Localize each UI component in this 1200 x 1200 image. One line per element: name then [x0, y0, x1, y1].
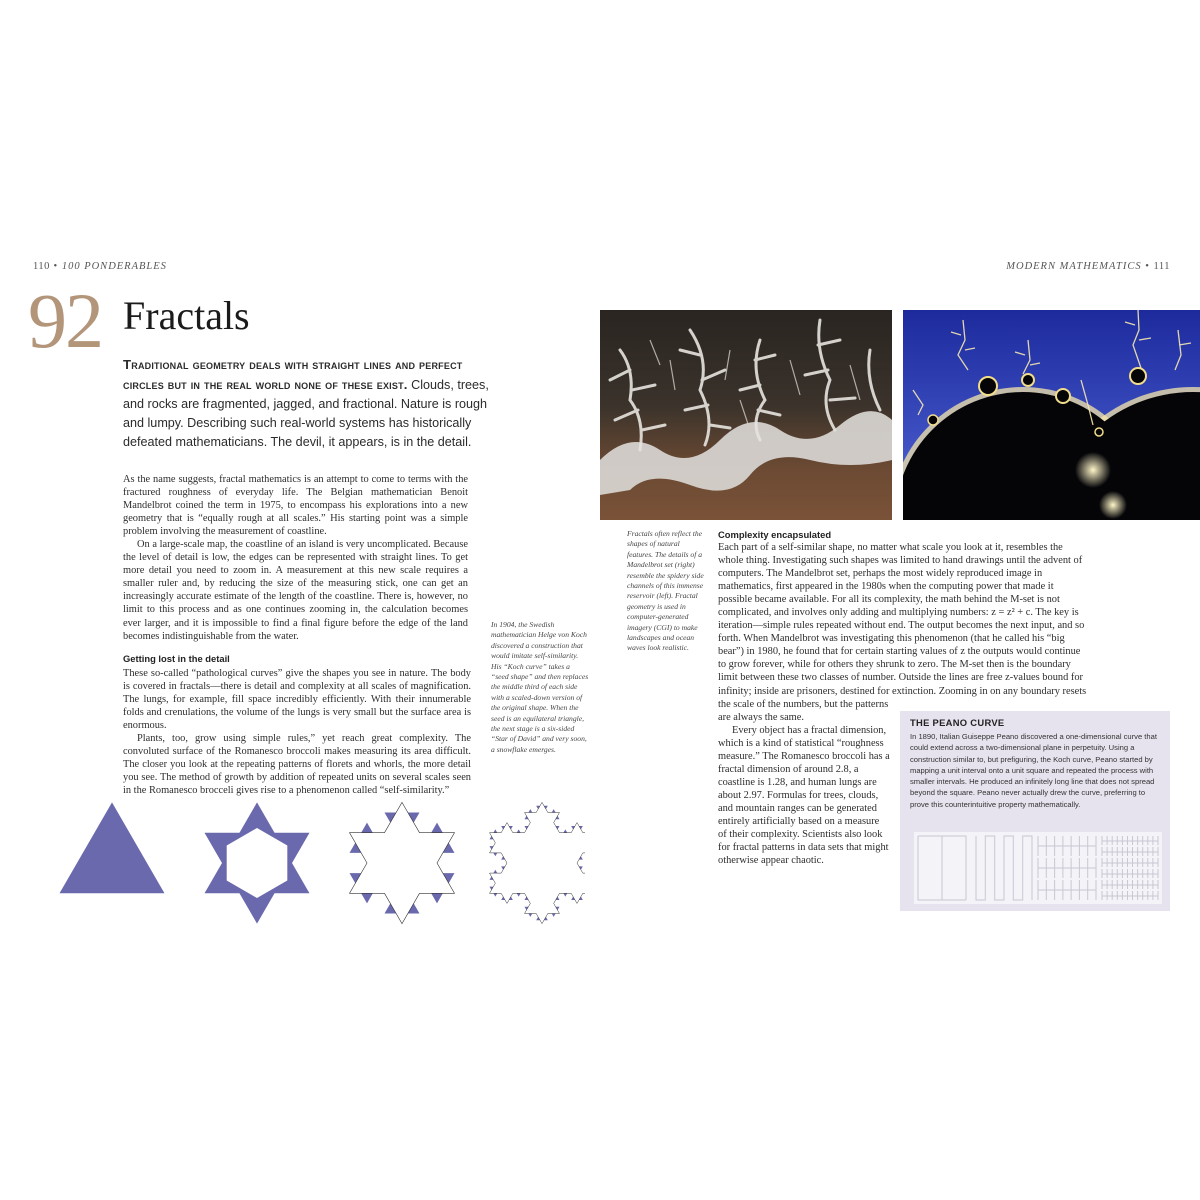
body-paragraph: Each part of a self-similar shape, no matter what scale you look at it, resembles the whole thing. Investigating such shapes was limited to hand drawings until the advent of computers. The Mandelbrot set, perhaps the most widely reproduced image in mathematics, first appeared in the 1980s when the computing power that made it possible became available. For all its complexity, the math behind the M-set is not complicated, and involves only adding and multiplying numbers: z = z² + c. The key is iteration—simple rules repeated without end. The output becomes the next input, and so forth. When Mandelbrot was investigating this phenomenon (that he called his “big bear”) in 1980, he found that for certain starting values of z the outputs would continue to grow forever, while for others they shrunk to zero. The M-set then is the boundary limit between these two classes of number. Outside the lines are free z-values bound for infinity; inside are prisoners, destined for extinction. Zooming in on any boundary resets the scale of the numbers, but the patterns are always the same. [718, 542, 1087, 723]
section-subhead: Getting lost in the detail [123, 653, 230, 664]
body-paragraph: On a large-scale map, the coastline of an island is very uncomplicated. Because the level of detail is low, the edges can be represented with straight lines. To get more detail you need to zoom in. A measurement at this new scale requires a smaller ruler and, by reducing the size of the measuring stick, one can get an increasingly accurate estimate of the length of the coastline. There is, however, no limit to this process and as one continues zooming in, the calculation becomes ever larger, and it is impossible to find a final figure before the edge of the land becomes indistinguishable from the water. [123, 539, 468, 642]
left-body-column-top [123, 473, 468, 643]
left-body-column-bottom [123, 652, 471, 798]
peano-box-text: In 1890, Italian Guiseppe Peano discovered a one-dimensional curve that could extend across a two-dimensional plane in perpetuity. Using a construction similar to, but prefiguring, the Koch curve, Peano started by mapping a unit interval onto a unit square and repeated the process with smaller intervals. He produced an infinitely long line that does not spread beyond the square. Peano never actually drew the curve, preferring to prove this counterintuitive property mathematically. [910, 732, 1157, 809]
header-separator: • [1145, 261, 1150, 272]
body-paragraph: Plants, too, grow using simple rules,” yet reach great complexity. The convoluted surface of the Romanesco broccoli makes measuring its area difficult. The closer you look at the repeating patterns of florets and whorls, the more detail you see. The method of growth by addition of repeated units on several scales seen in the Romanesco brocceli gives rise to a phenomenon called “self-similarity.” [123, 733, 471, 797]
mandelbrot-image [903, 310, 1200, 520]
intro-text: Clouds, trees, and rocks are fragmented, jagged, and fractional. Nature is rough and lumpy. Describing such real-world systems has historically defeated mathematicians. The devil, it appears, is in the detail. [123, 378, 489, 449]
koch-stage-0-triangle [60, 802, 165, 893]
peano-curve-stages [914, 832, 1162, 904]
photo-caption: Fractals often reflect the shapes of natural features. The details of a Mandelbrot set (right) resemble the spidery side channels of this immense reservoir (left). Fractal geometry is used in computer-generated imagery (CGI) to make landscapes and ocean waves look realistic. [627, 529, 704, 653]
chapter-title: Fractals [123, 293, 250, 338]
koch-snowflake-stages [30, 795, 585, 925]
body-paragraph: Every object has a fractal dimension, which is a kind of statistical “roughness measure.” The Romanesco broccoli has a fractal dimension of around 2.8, a coastline is 1.28, and human lungs are about 2.97. Formulas for trees, clouds, and mountain ranges can be generated entirely artificially based on a measure of their complexity. Scientists also look for fractal patterns in data sets that might otherwise appear chaotic. [718, 724, 890, 867]
body-paragraph: These so-called “pathological curves” give the shapes you see in nature. The body is covered in fractals—there is detail and complexity at all scales of magnification. The lungs, for example, fill space incredibly efficiently. With their innumerable folds and crenulations, the volume of the lungs is very small but the surface area is enormous. [123, 668, 471, 732]
right-running-header [1006, 261, 1170, 272]
koch-stage-3-outline [490, 802, 586, 923]
mandelbrot-photo [903, 310, 1200, 520]
section-subhead: Complexity encapsulated [718, 529, 832, 540]
header-separator: • [53, 261, 59, 272]
reservoir-photo [600, 310, 892, 520]
peano-stage-3 [1038, 836, 1096, 900]
right-section-title: MODERN MATHEMATICS [1006, 261, 1142, 272]
intro-paragraph [123, 355, 491, 452]
koch-stage-2-outline [350, 802, 455, 923]
peano-curve-box [900, 711, 1170, 911]
body-paragraph: As the name suggests, fractal mathematics is an attempt to come to terms with the fractured roughness of everyday life. The Belgian mathematician Benoit Mandelbrot coined the term in 1975, to encompass his explorations into a new geometry that is “equally rough at all scales.” His starting point was a simple problem involving the measurement of coastline. [123, 474, 468, 538]
peano-box-title: THE PEANO CURVE [910, 717, 1005, 728]
intro-lead: Traditional geometry deals with straight lines and perfect circles but in the real world none of these exist. [123, 357, 463, 392]
reservoir-image [600, 310, 892, 520]
chapter-number: 92 [28, 277, 102, 364]
left-book-title: 100 PONDERABLES [61, 261, 167, 272]
left-running-header [33, 261, 167, 272]
left-page-number: 110 [33, 261, 50, 272]
koch-caption: In 1904, the Swedish mathematician Helge von Koch discovered a construction that would imitate self-similarity. His “Koch curve” takes a “seed shape” and then replaces the middle third of each side with a scaled-down version of the original shape. When the seed is an equilateral triangle, the next stage is a six-sided “Star of David” and very soon, a snowflake emerges. [491, 620, 589, 754]
right-page-number: 111 [1153, 261, 1170, 272]
